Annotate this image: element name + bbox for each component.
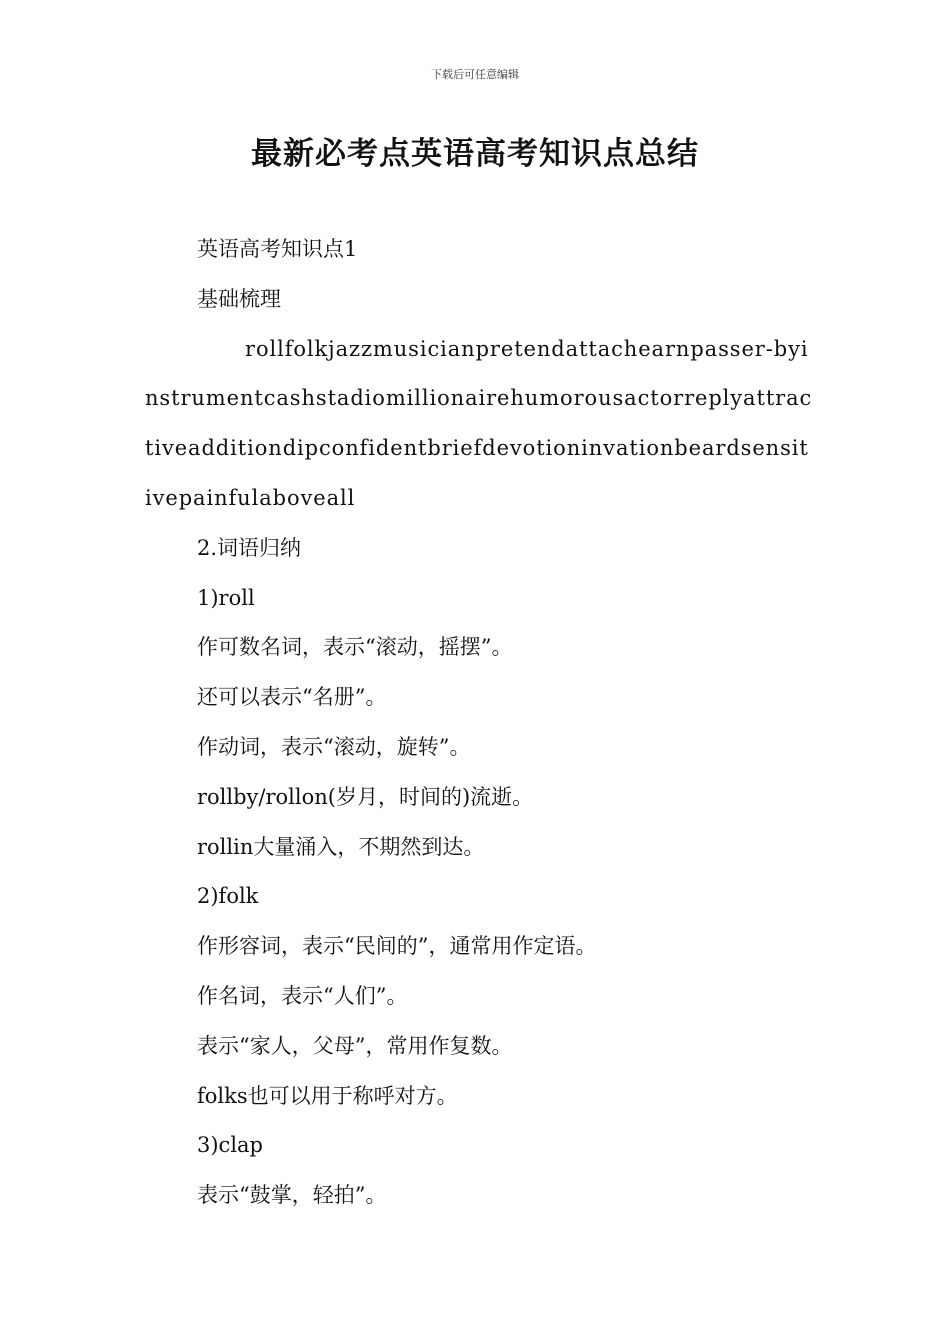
word-entry-heading: 1)roll [197, 585, 255, 610]
paragraph: 表示“鼓掌，轻拍”。 [197, 1183, 387, 1208]
paragraph: 作可数名词，表示“滚动，摇摆”。 [197, 635, 513, 660]
paragraph: 作形容词，表示“民间的”，通常用作定语。 [197, 934, 597, 959]
document-body [145, 225, 815, 1221]
word-entry-heading: 2)folk [197, 884, 259, 909]
document-title: 最新必考点英语高考知识点总结 [251, 136, 699, 172]
paragraph: folks也可以用于称呼对方。 [197, 1083, 458, 1108]
paragraph: rollby/rollon(岁月，时间的)流逝。 [197, 784, 534, 809]
subsection-heading: 基础梳理 [197, 286, 281, 311]
paragraph: 还可以表示“名册”。 [197, 685, 387, 710]
paragraph: 作动词，表示“滚动，旋转”。 [197, 734, 471, 759]
subsection-heading: 2.词语归纳 [197, 535, 302, 560]
word-entry-heading: 3)clap [197, 1133, 263, 1158]
section-heading: 英语高考知识点1 [197, 237, 358, 261]
vocabulary-list: rollfolkjazzmusicianpretendattachearnpasser-byinstrumentcashstadiomillionairehumorousactorreplyattractiveadditiondipconfidentbriefdevotioninvationbeardsensitivepainfulaboveall [145, 336, 813, 510]
page-header-note: 下载后可任意编辑 [431, 68, 519, 81]
paragraph: 作名词，表示“人们”。 [197, 983, 408, 1008]
paragraph: rollin大量涌入，不期然到达。 [197, 834, 485, 859]
paragraph: 表示“家人，父母”，常用作复数。 [197, 1033, 513, 1058]
